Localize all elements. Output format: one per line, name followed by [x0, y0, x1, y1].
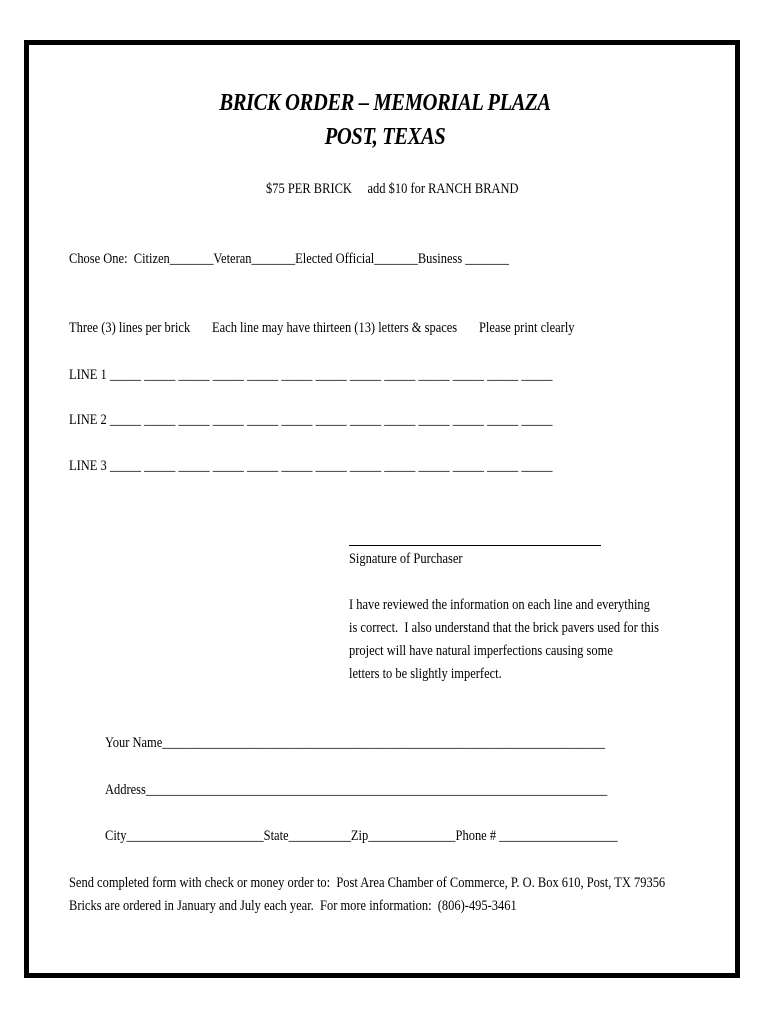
form-subtitle: POST, TEXAS — [324, 124, 446, 150]
category-choice-row[interactable]: Chose One: Citizen_______Veteran_______Elected Official_______Business _______ — [69, 251, 509, 267]
brick-line-1[interactable]: LINE 1 _____ _____ _____ _____ _____ _____ _____ _____ _____ _____ _____ _____ _____ — [69, 367, 553, 383]
brick-line-2[interactable]: LINE 2 _____ _____ _____ _____ _____ _____ _____ _____ _____ _____ _____ _____ _____ — [69, 412, 553, 428]
disclaimer-line-1: I have reviewed the information on each line and everything — [349, 597, 650, 613]
signature-label: Signature of Purchaser — [349, 551, 463, 567]
your-name-field[interactable]: Your Name_______________________________________________________________________ — [105, 735, 605, 751]
disclaimer-line-4: letters to be slightly imperfect. — [349, 666, 502, 682]
address-field[interactable]: Address__________________________________________________________________________ — [105, 782, 608, 798]
instructions-line: Three (3) lines per brick Each line may have thirteen (13) letters & spaces Please print clearly — [69, 320, 575, 336]
disclaimer-line-2: is correct. I also understand that the brick pavers used for this — [349, 620, 659, 636]
brick-line-3[interactable]: LINE 3 _____ _____ _____ _____ _____ _____ _____ _____ _____ _____ _____ _____ _____ — [69, 458, 553, 474]
form-title: BRICK ORDER – MEMORIAL PLAZA — [219, 90, 551, 116]
footer-send-to: Send completed form with check or money order to: Post Area Chamber of Commerce, P. O. Box 610, Post, TX 79356 — [69, 875, 666, 891]
signature-line[interactable] — [349, 545, 601, 546]
disclaimer-line-3: project will have natural imperfections causing some — [349, 643, 613, 659]
price-line: $75 PER BRICK add $10 for RANCH BRAND — [266, 181, 519, 197]
footer-order-info: Bricks are ordered in January and July each year. For more information: (806)-495-3461 — [69, 898, 517, 914]
city-state-zip-phone-row[interactable]: City______________________State__________Zip______________Phone # ___________________ — [105, 828, 618, 844]
